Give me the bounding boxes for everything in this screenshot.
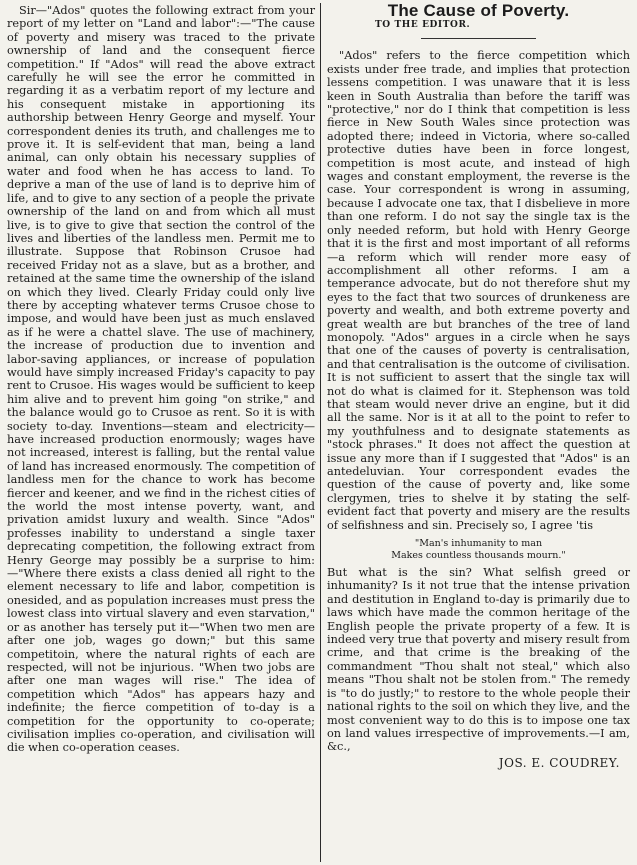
quote-line-2: Makes countless thousands mourn." [391,549,566,561]
signature: JOS. E. COUDREY. [498,755,620,770]
right-column [327,0,630,865]
right-column-text-2: But what is the sin? What selfish greed or inhumanity? Is it not true that the intense privation and destitution in England to-day is primarily due to laws which have made the common heritage of the English people the private property of a few. It is indeed very true that poverty and misery result from crime, and that crime is the breaking of the commandment "Thou shalt not steal," which also means "Thou shalt not be stolen from." The remedy is "to do justly;" to restore to the whole people their national rights to the soil on which they live, and the most convenient way to do this is to impose one tax on land values irrespective of improvements.—I am, &c., [327,566,630,754]
left-column [7,0,315,865]
article-heading: The Cause of Poverty. [387,1,570,20]
right-column-text-1: "Ados" refers to the fierce competition which exists under free trade, and implies that protection lessens competition. I was unaware that it is less keen in South Australia than before the tariff was "protective," nor do I think that competition is less fierce in New South Wales since protection was adopted there; indeed in Victoria, where so-called protective duties have been in force longest, competition is most acute, and instead of high wages and constant employment, the reverse is the case. Your correspondent is wrong in assuming, because I advocate one tax, that I disbelieve in more than one reform. I do not say the single tax is the only needed reform, but hold with Henry George that it is the first and most important of all reforms—a reform which will render more easy of accomplishment all other reforms. I am a temperance advocate, but do not therefore shut my eyes to the fact that two sources of drunkeness are poverty and wealth, and both extreme poverty and great wealth are but branches of the tree of land monopoly. "Ados" argues in a circle when he says that one of the causes of poverty is centralisation, and that centralisation is the outcome of civilisation. It is not sufficient to assert that the single tax will not do what is claimed for it. Stephenson was told that steam would never drive an engine, but it did all the same. Nor is it at all to the point to refer to my youthfulness and to designate statements as "stock phrases." It does not affect the question at issue any more than if I suggested that "Ados" is an antedeluvian. Your correspondent evades the question of the cause of poverty and, like some clergymen, tries to shelve it by stating the self-evident fact that poverty and misery are the results of selfishness and sin. Precisely so, I agree 'tis [327,49,630,532]
heading-rule [421,38,536,39]
quote-line-1: "Man's inhumanity to man [414,538,543,550]
verse-quote [327,538,630,561]
article-subheading: TO THE EDITOR. [375,20,471,31]
left-column-text: Sir—"Ados" quotes the following extract from your report of my letter on "Land and labor":—"The cause of poverty and misery was traced to the private ownership of land and the consequent fierce competition." If "Ados" will read the above extract carefully he will see the error he committed in regarding it as a verbatim report of my lecture and his consequent mistake in apportioning its authorship between Henry George and myself. Your correspondent denies its truth, and challenges me to prove it. It is self-evident that man, being a land animal, can only obtain his necessary supplies of water and food when he has access to land. To deprive a man of the use of land is to deprive him of life, and to give to any section of a people the private ownership of the land on and from which all must live, is to give to give that section the control of the lives and liberties of the landless men. Permit me to illustrate. Suppose that Robinson Crusoe had received Friday not as a slave, but as a brother, and retained at the same time the ownership of the island on which they lived. Clearly Friday could only live there by accepting whatever terms Crusoe chose to impose, and would have been just as much enslaved as if he were a chattel slave. The use of machinery, the increase of production due to invention and labor-saving appliances, or increase of population would have simply increased Friday's capacity to pay rent to Crusoe. His wages would be sufficient to keep him alive and to prevent him going "on strike," and the balance would go to Crusoe as rent. So it is with society to-day. Inventions—steam and electricity—have increased production enormously; wages have not increased, interest is falling, but the rental value of land has increased enormously. The competition of landless men for the chance to work has become fiercer and keener, and we find in the richest cities of the world the most intense poverty, want, and privation amidst luxury and wealth. Since "Ados" professes inability to understand a single taxer deprecating competition, the following extract from Henry George may possibly be a surprise to him:—"Where there exists a class denied all right to the element necessary to life and labor, competition is onesided, and as population increases must press the lowest class into virtual slavery and even starvation," or as another has tersely put it—"When two men are after one job, wages go down;" but this same competitoin, where the natural rights of each are respected, will not be injurious. "When two jobs are after one man wages will rise." The idea of competition which "Ados" has appears hazy and indefinite; the fierce competition of to-day is a competition for the opportunity to co-operate; civilisation implies co-operation, and civilisation will die when co-operation ceases. [7,4,315,755]
column-divider [320,3,321,862]
